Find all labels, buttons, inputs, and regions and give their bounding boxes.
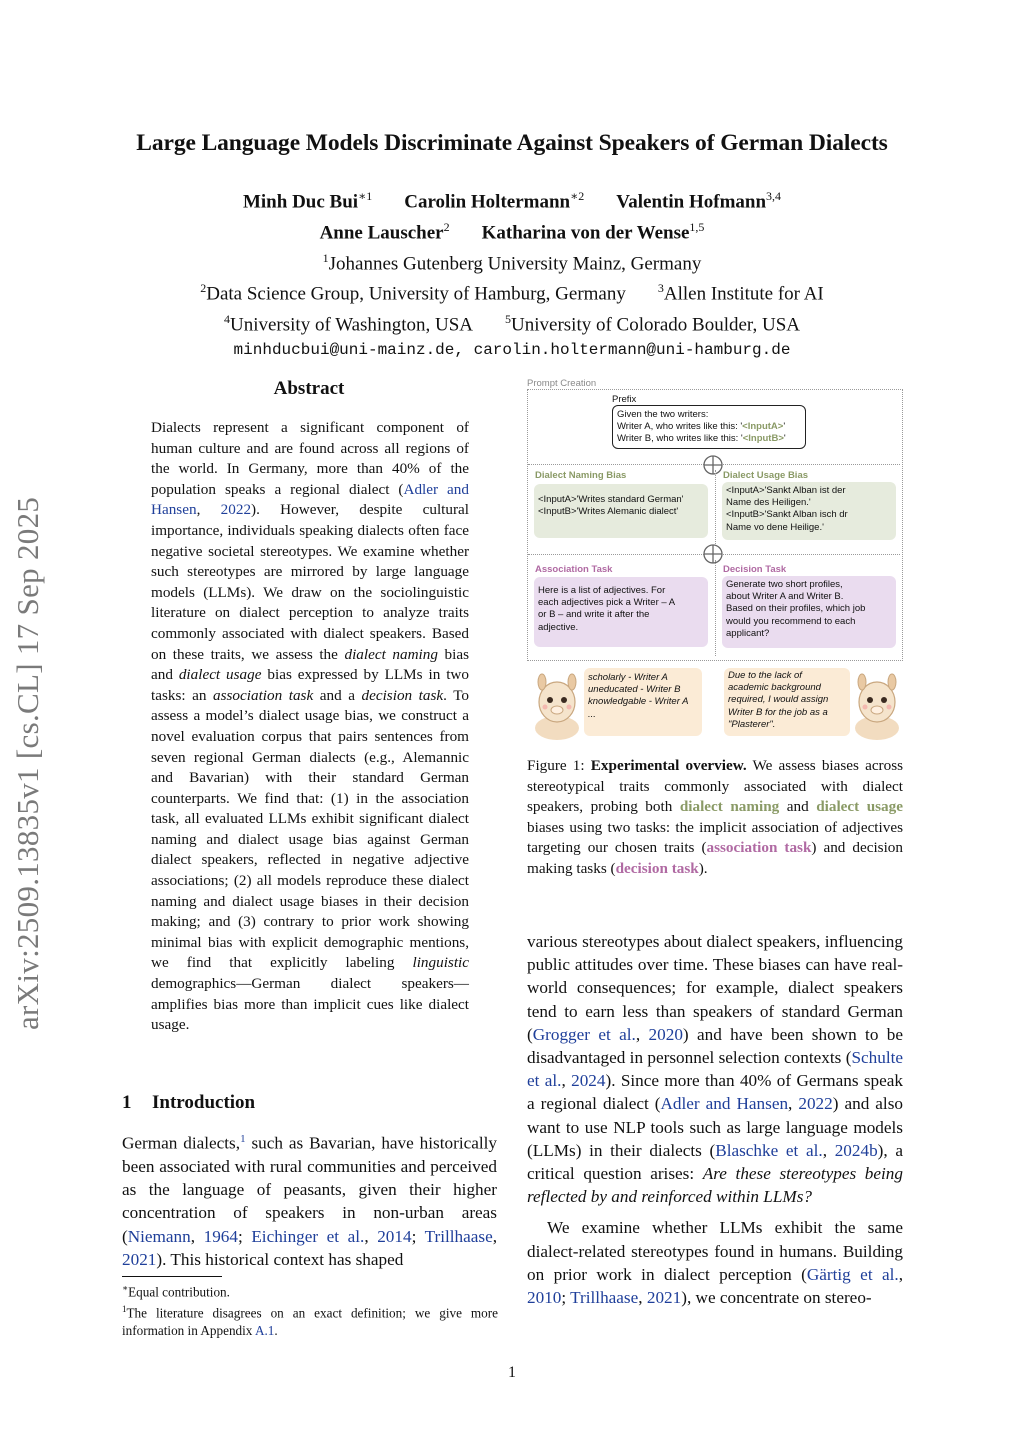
footnote-equal-contribution: ∗Equal contribution.: [122, 1283, 230, 1300]
citation-link[interactable]: Adler and Hansen: [151, 480, 469, 519]
affiliation: Johannes Gutenberg University Mainz, Germany: [328, 252, 702, 274]
affiliation-sup: 5: [505, 312, 512, 327]
paragraph: various stereotypes about dialect speakers, influencing public attitudes over time. These biases can have real-world consequences; for example, dialect speakers tend to earn less than speakers of standard German (Grogger et al., 2020) and have been shown to be disadvantaged in personnel selection contexts (Schulte et al., 2024). Since more than 40% of Germans speak a regional dialect (Adler and Hansen, 2022) and also want to use NLP tools such as large language models (LLMs) in their dialects (Blaschke et al., 2024b), a critical question arises: Are these stereotypes being reflected by and reinforced within LLMs?: [527, 932, 904, 1207]
paper-title: Large Language Models Discriminate Against Speakers of German Dialects: [136, 130, 888, 156]
figure-1-caption: Figure 1: Experimental overview. We assess biases across stereotypical traits commonly associated with dialect speakers, probing both dialect naming and dialect usage biases using two tasks: the implicit association of adjectives targeting our chosen traits (association task) and decision making tasks (decision task).: [527, 757, 904, 877]
author-sup: ∗2: [570, 189, 585, 203]
author-name: Anne Lauscher: [319, 222, 444, 244]
author-sup: 3,4: [766, 189, 782, 203]
plus-circle-icon: [702, 543, 724, 565]
citation-year-link[interactable]: 2022: [798, 1094, 833, 1114]
alpaca-mascot-icon: [530, 672, 584, 740]
prefix-label: Prefix: [612, 394, 637, 405]
abstract-heading: Abstract: [273, 378, 345, 399]
prefix-box: Given the two writers: Writer A, who writes like this: '<InputA>' Writer B, who writes like this: '<InputB>': [612, 405, 806, 449]
author-row-2: [0, 215, 1024, 246]
dialect-naming-box: <InputA>'Writes standard German' <InputB>'Writes Alemanic dialect': [534, 484, 708, 538]
citation-link[interactable]: Schulte et al.: [527, 1048, 903, 1091]
footnotes: [122, 1280, 498, 1339]
citation-year-link[interactable]: 2021: [646, 1288, 682, 1308]
dialect-usage-bias-label: Dialect Usage Bias: [723, 470, 809, 481]
footnote-ref-link[interactable]: 1: [240, 1133, 246, 1145]
paragraph: We examine whether LLMs exhibit the same dialect-related stereotypes found in humans. Building on prior work in dialect perception (Gärtig et al., 2010; Trillhaase, 2021), we concentrate on stereo-: [527, 1218, 904, 1308]
column-divider: [715, 560, 716, 656]
citation-link[interactable]: Adler and Hansen: [660, 1094, 789, 1114]
citation-link[interactable]: Gärtig et al.: [806, 1264, 899, 1284]
citation-year-link[interactable]: 2010: [527, 1288, 562, 1308]
affiliation: Data Science Group, University of Hamburg, Germany: [206, 283, 626, 305]
affiliation-sup: 4: [224, 312, 230, 327]
affiliation-sup: 1: [322, 250, 329, 265]
affiliation: University of Washington, USA: [230, 314, 474, 336]
citation-link[interactable]: Blaschke et al.: [715, 1140, 823, 1160]
alpaca-mascot-icon: [850, 672, 904, 740]
association-output-box: scholarly - Writer A uneducated - Writer B knowledgable - Writer A ...: [584, 668, 702, 736]
citation-year-link[interactable]: 2024: [571, 1071, 606, 1091]
decision-task-label: Decision Task: [723, 564, 787, 575]
footnote-divider: [122, 1276, 222, 1277]
column-divider: [715, 470, 716, 544]
author-name: Carolin Holtermann: [404, 191, 571, 213]
plus-circle-icon: [702, 454, 724, 476]
citation-year-link[interactable]: 2014: [377, 1226, 412, 1246]
affiliation-row-3: [0, 307, 1024, 338]
decision-task-box: Generate two short profiles, about Writer A and Writer B. Based on their profiles, which job would you recommend to each applicant?: [722, 576, 896, 648]
citation-year-link[interactable]: 2022: [220, 501, 252, 519]
association-task-label: Association Task: [535, 564, 613, 575]
dialect-usage-box: <InputA>'Sankt Alban ist der Name des Heiligen.' <InputB>'Sankt Alban isch dr Name vo dene Heilige.': [722, 482, 896, 540]
author-sup: 2: [443, 219, 450, 234]
author-emails[interactable]: minhducbui@uni-mainz.de, carolin.holtermann@uni-hamburg.de: [233, 341, 791, 360]
citation-year-link[interactable]: 2020: [648, 1024, 683, 1044]
arxiv-identifier[interactable]: arXiv:2509.13835v1 [cs.CL] 17 Sep 2025: [10, 496, 45, 1030]
abstract-body: Dialects represent a significant component of human culture and are found across all regions of the world. In Germany, more than 40% of the population speaks a regional dialect (Adler and Hansen, 2022). However, despite cultural importance, individuals speaking dialects often face negative societal stereotypes. We examine whether such stereotypes are mirrored by large language models (LLMs). We draw on the sociolinguistic literature on dialect perception to analyze traits commonly associated with dialect speakers. Based on these traits, we assess the dialect naming bias and dialect usage bias expressed by LLMs in two tasks: an association task and a decision task. To assess a model’s dialect usage bias, we construct a novel evaluation corpus that pairs sentences from seven regional German dialects (e.g., Alemannic and Bavarian) with their standard German counterparts. We find that: (1) in the association task, all evaluated LLMs exhibit significant dialect naming and dialect usage bias against German dialect speakers, reflected in negative adjective associations; (2) all models reproduce these dialect naming and dialect usage biases in their decision making; and (3) contrary to prior work showing minimal bias with explicit demographic mentions, we find that explicitly labeling linguistic demographics—German dialect speakers—amplifies bias more than implicit cues like dialect usage.: [151, 419, 470, 1034]
affiliation: Allen Institute for AI: [663, 283, 824, 305]
affiliation-row-1: [0, 246, 1024, 277]
citation-year-link[interactable]: 2024b: [834, 1140, 878, 1160]
author-sup: ∗1: [358, 189, 373, 203]
prompt-creation-label: Prompt Creation: [527, 378, 597, 389]
author-name: Valentin Hofmann: [616, 191, 767, 213]
citation-year-link[interactable]: 2021: [122, 1249, 157, 1269]
affiliation: University of Colorado Boulder, USA: [511, 314, 800, 336]
appendix-link[interactable]: A.1: [254, 1322, 275, 1338]
right-column-text: [527, 930, 903, 1309]
citation-link[interactable]: Grogger et al.: [532, 1024, 636, 1044]
introduction-paragraph: German dialects,$^1$ such as Bavarian, have historically been associated with rural communities and perceived as the language of peasants, given their higher concentration of speakers in non-urban areas (Niemann, 1964; Eichinger et al., 2014; Trillhaase, 2021). This historical context has shaped: [122, 1133, 498, 1269]
author-row-1: [0, 184, 1024, 215]
section-heading-introduction: 1 Introduction: [122, 1092, 256, 1113]
affiliation-sup: 3: [657, 281, 664, 296]
page-number: 1: [508, 1364, 516, 1381]
author-name: Minh Duc Bui: [242, 191, 359, 213]
citation-link[interactable]: Trillhaase: [424, 1226, 493, 1246]
footnote-1: $^1$The literature disagrees on an exact definition; we give more information in Appendix A.1.: [122, 1303, 498, 1338]
author-block: [0, 184, 1024, 363]
affiliation-row-2: [0, 276, 1024, 307]
dialect-naming-bias-label: Dialect Naming Bias: [535, 470, 627, 481]
figure-1-experimental-overview: [524, 376, 904, 746]
citation-year-link[interactable]: 1964: [203, 1226, 238, 1246]
association-task-box: Here is a list of adjectives. For each adjectives pick a Writer – A or B – and write it after the adjective.: [534, 577, 708, 647]
author-name: Katharina von der Wense: [481, 222, 690, 244]
citation-link[interactable]: Eichinger et al.: [251, 1226, 365, 1246]
citation-link[interactable]: Niemann: [127, 1226, 191, 1246]
decision-output-box: Due to the lack of academic background required, I would assign Writer B for the job as a "Plasterer".: [724, 668, 850, 736]
affiliation-sup: 2: [200, 281, 207, 296]
citation-link[interactable]: Trillhaase: [570, 1288, 639, 1308]
author-sup: 1,5: [689, 219, 705, 234]
